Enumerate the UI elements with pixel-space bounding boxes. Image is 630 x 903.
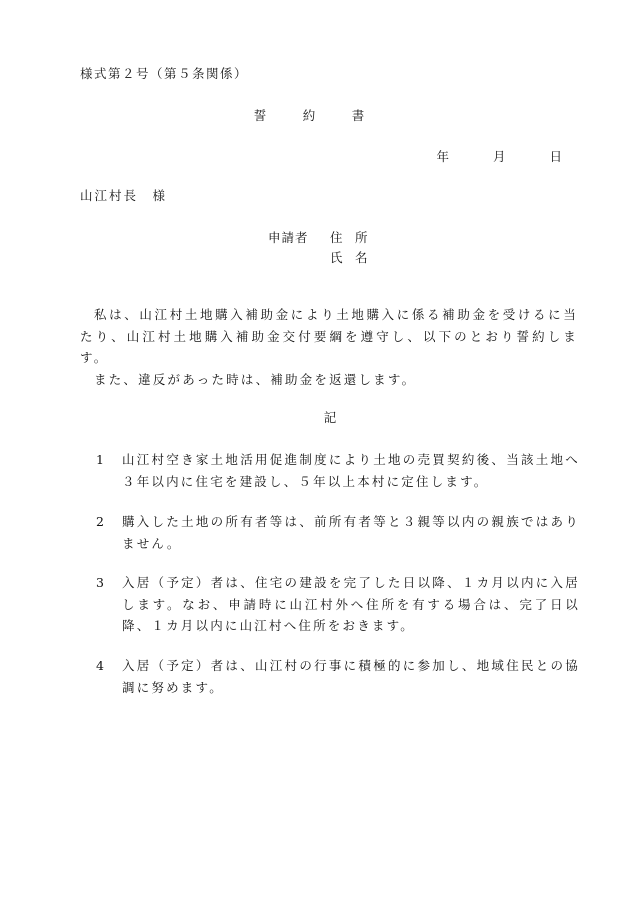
- pledge-item: [96, 572, 580, 637]
- pledge-item: [96, 449, 580, 492]
- pledge-item: [96, 511, 580, 554]
- document-title: 誓 約 書: [253, 108, 377, 123]
- address-label: 住 所: [330, 230, 368, 245]
- pledge-paragraph: 私は、山江村土地購入補助金により土地購入に係る補助金を受けるに当たり、山江村土地購入補助金交付要綱を遵守し、以下のとおり誓約します。: [80, 307, 578, 365]
- date-day-label: 日: [549, 149, 562, 164]
- date-year-label: 年: [436, 149, 449, 164]
- item-number: 3: [96, 575, 107, 590]
- refund-paragraph: また、違反があった時は、補助金を返還します。: [94, 372, 417, 387]
- date-month-label: 月: [492, 149, 506, 164]
- ki-heading: 記: [323, 410, 337, 425]
- item-text: 山江村空き家土地活用促進制度により土地の売買契約後、当該土地へ３年以内に住宅を建設し、５年以上本村に定住します。: [122, 452, 580, 489]
- date-line: [436, 147, 562, 165]
- applicant-role-label: 申請者: [268, 230, 309, 245]
- form-number-label: 様式第２号（第５条関係）: [80, 66, 249, 81]
- item-text: 購入した土地の所有者等は、前所有者等と３親等以内の親族ではありません。: [122, 514, 580, 551]
- item-text: 入居（予定）者は、住宅の建設を完了した日以降、１カ月以内に入居します。なお、申請時に山江村外へ住所を有する場合は、完了日以降、１カ月以内に山江村へ住所をおきます。: [122, 575, 580, 633]
- item-text: 入居（予定）者は、山江村の行事に積極的に参加し、地域住民との協調に努めます。: [122, 658, 580, 695]
- addressee: 山江村長 様: [80, 188, 168, 203]
- pledge-item: [96, 655, 580, 698]
- item-number: 1: [96, 452, 107, 467]
- item-number: 4: [96, 658, 107, 673]
- applicant-block: [268, 228, 368, 268]
- name-label: 氏 名: [330, 250, 368, 265]
- item-number: 2: [96, 514, 107, 529]
